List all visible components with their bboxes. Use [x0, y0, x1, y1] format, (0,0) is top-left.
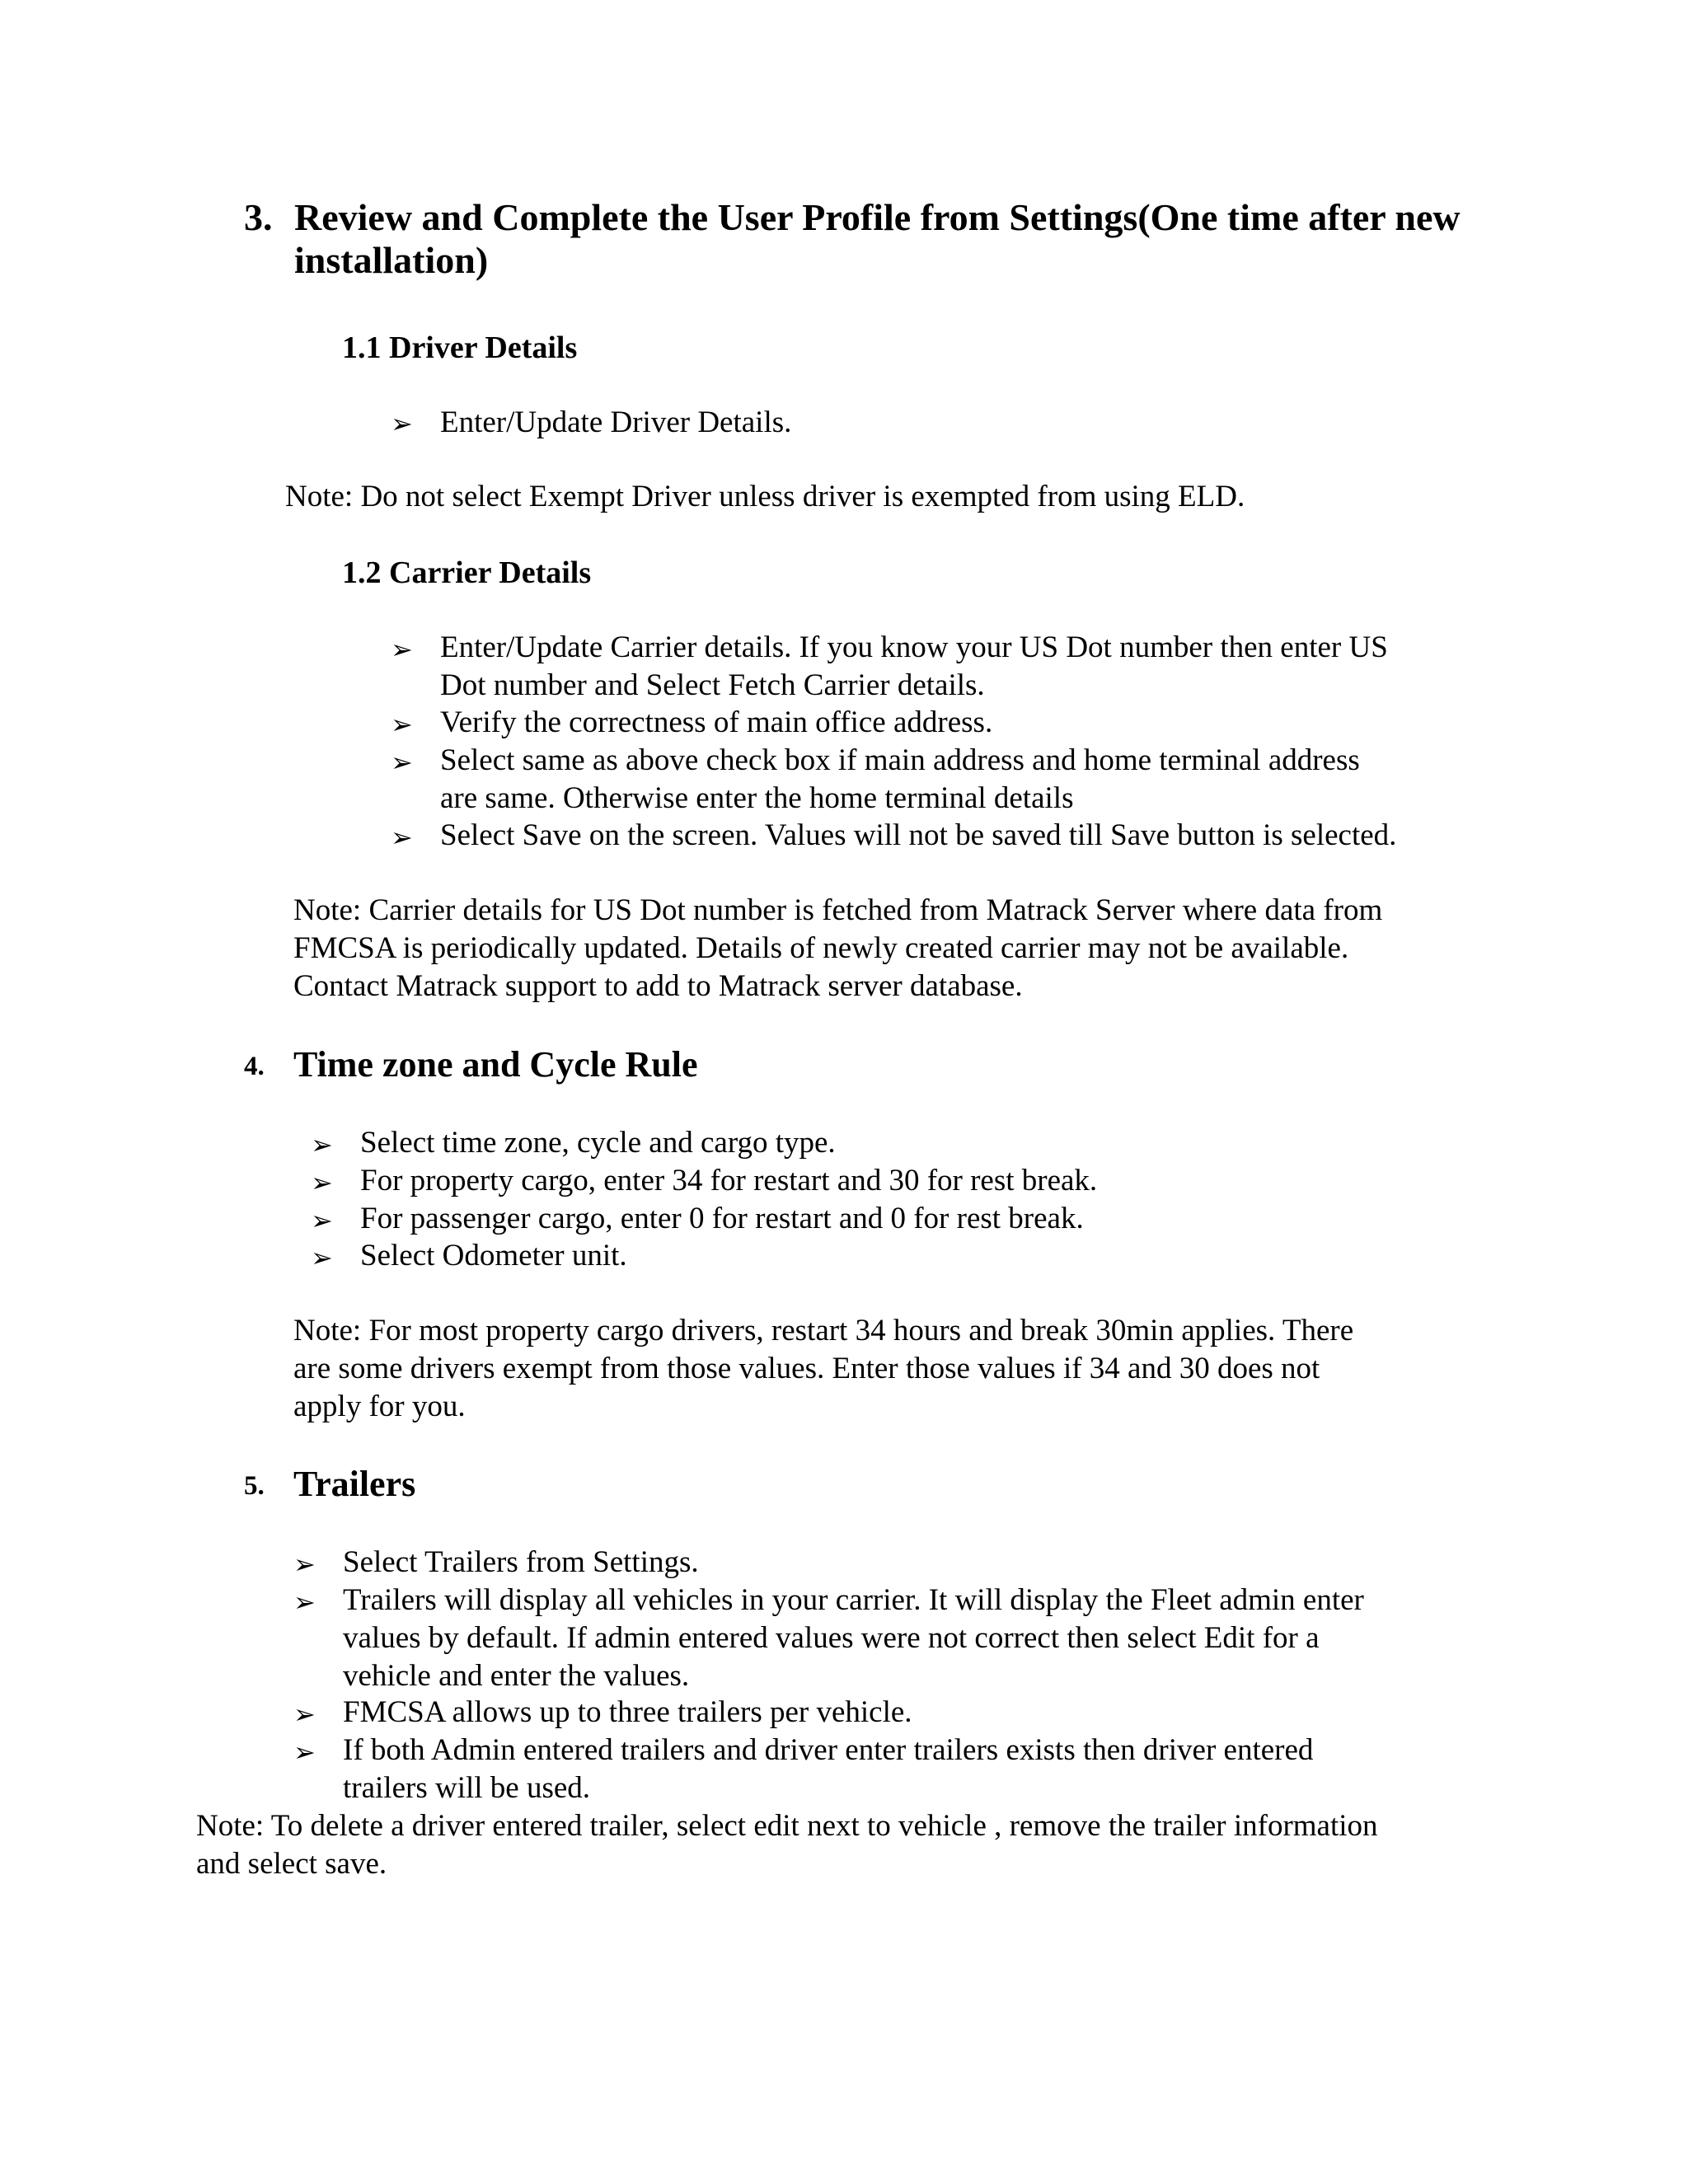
list-item: Select same as above check box if main address and home terminal address — [440, 743, 1360, 777]
note-carrier-line-3: Contact Matrack support to add to Matrack server database. — [293, 969, 1023, 1003]
note-trailer-line-1: Note: To delete a driver entered trailer, select edit next to vehicle , remove the trailer information — [196, 1809, 1378, 1843]
list-item: Select Save on the screen. Values will not be saved till Save button is selected. — [440, 818, 1397, 852]
list-item: If both Admin entered trailers and driver enter trailers exists then driver entered — [343, 1733, 1314, 1767]
arrowhead-bullet-icon: ➢ — [293, 1699, 316, 1730]
driver-details-heading: 1.1 Driver Details — [342, 330, 578, 365]
list-item: Enter/Update Carrier details. If you know your US Dot number then enter US — [440, 630, 1388, 664]
list-item-continued: vehicle and enter the values. — [343, 1659, 690, 1693]
arrowhead-bullet-icon: ➢ — [293, 1549, 316, 1580]
list-item: FMCSA allows up to three trailers per vehicle. — [343, 1695, 912, 1729]
arrowhead-bullet-icon: ➢ — [391, 634, 413, 665]
arrowhead-bullet-icon: ➢ — [311, 1205, 333, 1236]
list-item-continued: values by default. If admin entered values were not correct then select Edit for a — [343, 1621, 1320, 1655]
arrowhead-bullet-icon: ➢ — [293, 1736, 316, 1768]
list-item: Select time zone, cycle and cargo type. — [360, 1126, 836, 1160]
arrowhead-bullet-icon: ➢ — [391, 709, 413, 740]
note-cycle-line-2: are some drivers exempt from those values. Enter those values if 34 and 30 does not — [293, 1352, 1320, 1385]
arrowhead-bullet-icon: ➢ — [293, 1586, 316, 1618]
note-carrier-line-1: Note: Carrier details for US Dot number is fetched from Matrack Server where data from — [293, 893, 1383, 927]
list-item: Select Odometer unit. — [360, 1239, 627, 1272]
note-carrier-line-2: FMCSA is periodically updated. Details of newly created carrier may not be available. — [293, 931, 1349, 965]
list-item: For passenger cargo, enter 0 for restart and 0 for rest break. — [360, 1202, 1084, 1235]
list-item: Enter/Update Driver Details. — [440, 405, 792, 439]
arrowhead-bullet-icon: ➢ — [391, 822, 413, 853]
note-cycle-line-1: Note: For most property cargo drivers, restart 34 hours and break 30min applies. There — [293, 1314, 1354, 1347]
note-exempt-driver: Note: Do not select Exempt Driver unless driver is exempted from using ELD. — [285, 480, 1245, 513]
list-item-continued: are same. Otherwise enter the home terminal details — [440, 781, 1074, 815]
section-3-title-line-2: installation) — [294, 239, 489, 281]
list-item: Select Trailers from Settings. — [343, 1545, 699, 1579]
carrier-details-heading: 1.2 Carrier Details — [342, 555, 592, 590]
arrowhead-bullet-icon: ➢ — [311, 1129, 333, 1160]
list-item: Verify the correctness of main office address. — [440, 705, 993, 739]
section-4-title: Time zone and Cycle Rule — [293, 1044, 698, 1085]
list-item: For property cargo, enter 34 for restart and 30 for rest break. — [360, 1164, 1098, 1197]
arrowhead-bullet-icon: ➢ — [391, 747, 413, 778]
section-4-number: 4. — [244, 1052, 265, 1081]
note-trailer-line-2: and select save. — [196, 1847, 387, 1881]
section-5-number: 5. — [244, 1471, 265, 1501]
section-3-title-line-1: Review and Complete the User Profile from Settings(One time after new — [294, 196, 1461, 238]
section-5-title: Trailers — [293, 1464, 416, 1504]
list-item-continued: trailers will be used. — [343, 1771, 591, 1805]
note-cycle-line-3: apply for you. — [293, 1390, 466, 1423]
section-3-number: 3. — [244, 196, 273, 238]
list-item-continued: Dot number and Select Fetch Carrier details. — [440, 668, 985, 702]
arrowhead-bullet-icon: ➢ — [391, 408, 413, 439]
arrowhead-bullet-icon: ➢ — [311, 1242, 333, 1273]
arrowhead-bullet-icon: ➢ — [311, 1167, 333, 1198]
list-item: Trailers will display all vehicles in your carrier. It will display the Fleet admin enter — [343, 1583, 1364, 1617]
